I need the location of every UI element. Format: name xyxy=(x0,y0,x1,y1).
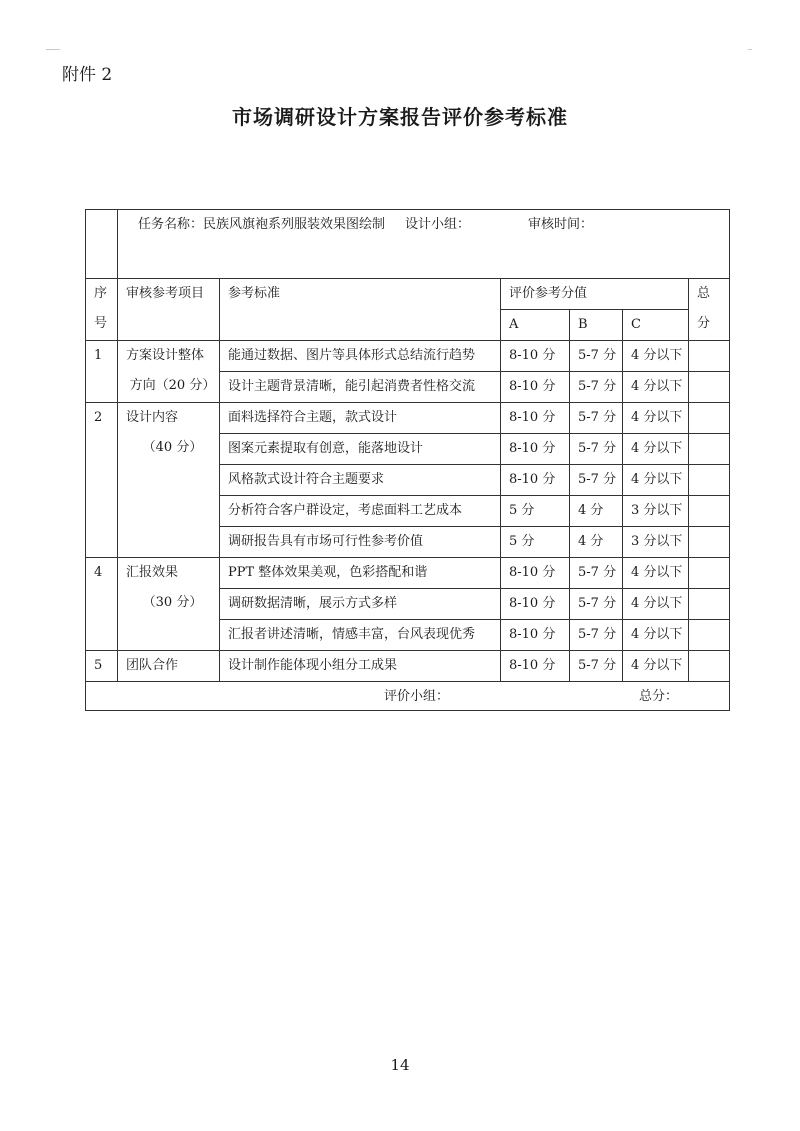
score-a-cell: 8-10 分 xyxy=(501,558,570,589)
table-row xyxy=(86,651,730,682)
score-a-cell: 8-10 分 xyxy=(501,403,570,434)
score-c-cell: 4 分以下 xyxy=(623,403,689,434)
total-cell[interactable] xyxy=(689,589,730,620)
item-line: 方案设计整体 xyxy=(126,348,205,363)
footer-row xyxy=(86,682,730,711)
table-row xyxy=(86,403,730,434)
header-total: 总 分 xyxy=(689,279,730,341)
criteria-cell: 汇报者讲述清晰，情感丰富，台风表现优秀 xyxy=(220,620,501,651)
score-c-cell: 4 分以下 xyxy=(623,589,689,620)
criteria-cell: 面料选择符合主题，款式设计 xyxy=(220,403,501,434)
criteria-cell: 设计制作能体现小组分工成果 xyxy=(220,651,501,682)
footer-cell xyxy=(86,682,730,711)
item-line: （30 分） xyxy=(142,595,203,610)
score-a-cell: 8-10 分 xyxy=(501,620,570,651)
table-row xyxy=(86,558,730,589)
score-a-cell: 8-10 分 xyxy=(501,341,570,372)
total-cell[interactable] xyxy=(689,496,730,527)
design-group: 设计小组： xyxy=(405,217,471,232)
criteria-cell: 图案元素提取有创意，能落地设计 xyxy=(220,434,501,465)
review-time: 审核时间： xyxy=(528,217,594,232)
score-c-cell: 3 分以下 xyxy=(623,527,689,558)
score-b-cell: 5-7 分 xyxy=(570,558,623,589)
task-name: 任务名称：民族风旗袍系列服装效果图绘制 xyxy=(138,217,386,232)
total-cell[interactable] xyxy=(689,465,730,496)
total-cell[interactable] xyxy=(689,403,730,434)
total-cell[interactable] xyxy=(689,372,730,403)
header-item: 审核参考项目 xyxy=(118,279,220,341)
score-b-cell: 5-7 分 xyxy=(570,589,623,620)
score-a-cell: 8-10 分 xyxy=(501,434,570,465)
header-eval: 评价参考分值 xyxy=(501,279,689,310)
total-cell[interactable] xyxy=(689,527,730,558)
score-b-cell: 5-7 分 xyxy=(570,465,623,496)
item-cell xyxy=(118,558,220,651)
info-row xyxy=(86,210,730,279)
page-number: 14 xyxy=(390,1056,410,1074)
corner-mark-right xyxy=(748,49,752,50)
item-cell xyxy=(118,341,220,403)
score-b-cell: 4 分 xyxy=(570,527,623,558)
criteria-cell: 风格款式设计符合主题要求 xyxy=(220,465,501,496)
score-b-cell: 5-7 分 xyxy=(570,403,623,434)
score-a-cell: 8-10 分 xyxy=(501,589,570,620)
score-c-cell: 4 分以下 xyxy=(623,620,689,651)
header-b: B xyxy=(570,310,623,341)
item-line: 方向（20 分） xyxy=(129,378,216,393)
header-seq: 序 号 xyxy=(86,279,118,341)
total-cell[interactable] xyxy=(689,341,730,372)
score-a-cell: 8-10 分 xyxy=(501,372,570,403)
item-cell xyxy=(118,651,220,682)
item-line: （40 分） xyxy=(142,440,203,455)
table-row xyxy=(86,341,730,372)
seq-cell: 5 xyxy=(86,651,118,682)
seq-cell: 4 xyxy=(86,558,118,651)
criteria-cell: 设计主题背景清晰，能引起消费者性格交流 xyxy=(220,372,501,403)
criteria-cell: 调研报告具有市场可行性参考价值 xyxy=(220,527,501,558)
attachment-label: 附件 2 xyxy=(62,65,113,85)
total-cell[interactable] xyxy=(689,651,730,682)
score-b-cell: 5-7 分 xyxy=(570,434,623,465)
score-c-cell: 4 分以下 xyxy=(623,465,689,496)
item-line: 设计内容 xyxy=(126,410,179,425)
total-cell[interactable] xyxy=(689,434,730,465)
item-line: 汇报效果 xyxy=(126,565,179,580)
total-cell[interactable] xyxy=(689,558,730,589)
evaluation-table xyxy=(85,209,730,711)
header-row xyxy=(86,279,730,310)
score-a-cell: 8-10 分 xyxy=(501,651,570,682)
score-b-cell: 4 分 xyxy=(570,496,623,527)
info-cell xyxy=(118,210,730,279)
item-line: 团队合作 xyxy=(126,658,179,673)
score-b-cell: 5-7 分 xyxy=(570,651,623,682)
score-b-cell: 5-7 分 xyxy=(570,620,623,651)
header-a: A xyxy=(501,310,570,341)
criteria-cell: 调研数据清晰，展示方式多样 xyxy=(220,589,501,620)
seq-cell: 2 xyxy=(86,403,118,558)
score-c-cell: 4 分以下 xyxy=(623,558,689,589)
score-c-cell: 4 分以下 xyxy=(623,341,689,372)
header-c: C xyxy=(623,310,689,341)
score-c-cell: 4 分以下 xyxy=(623,651,689,682)
total-score-label: 总分： xyxy=(639,689,679,704)
score-a-cell: 8-10 分 xyxy=(501,465,570,496)
corner-mark-left xyxy=(46,49,60,50)
info-spacer-cell xyxy=(86,210,118,279)
score-b-cell: 5-7 分 xyxy=(570,372,623,403)
eval-group-label: 评价小组： xyxy=(384,689,450,704)
criteria-cell: 能通过数据、图片等具体形式总结流行趋势 xyxy=(220,341,501,372)
total-cell[interactable] xyxy=(689,620,730,651)
item-cell xyxy=(118,403,220,558)
criteria-cell: PPT 整体效果美观，色彩搭配和谐 xyxy=(220,558,501,589)
document-title: 市场调研设计方案报告评价参考标准 xyxy=(232,105,568,129)
score-a-cell: 5 分 xyxy=(501,527,570,558)
criteria-cell: 分析符合客户群设定，考虑面料工艺成本 xyxy=(220,496,501,527)
score-b-cell: 5-7 分 xyxy=(570,341,623,372)
seq-cell: 1 xyxy=(86,341,118,403)
score-c-cell: 4 分以下 xyxy=(623,372,689,403)
score-c-cell: 3 分以下 xyxy=(623,496,689,527)
score-a-cell: 5 分 xyxy=(501,496,570,527)
header-criteria: 参考标准 xyxy=(220,279,501,341)
score-c-cell: 4 分以下 xyxy=(623,434,689,465)
